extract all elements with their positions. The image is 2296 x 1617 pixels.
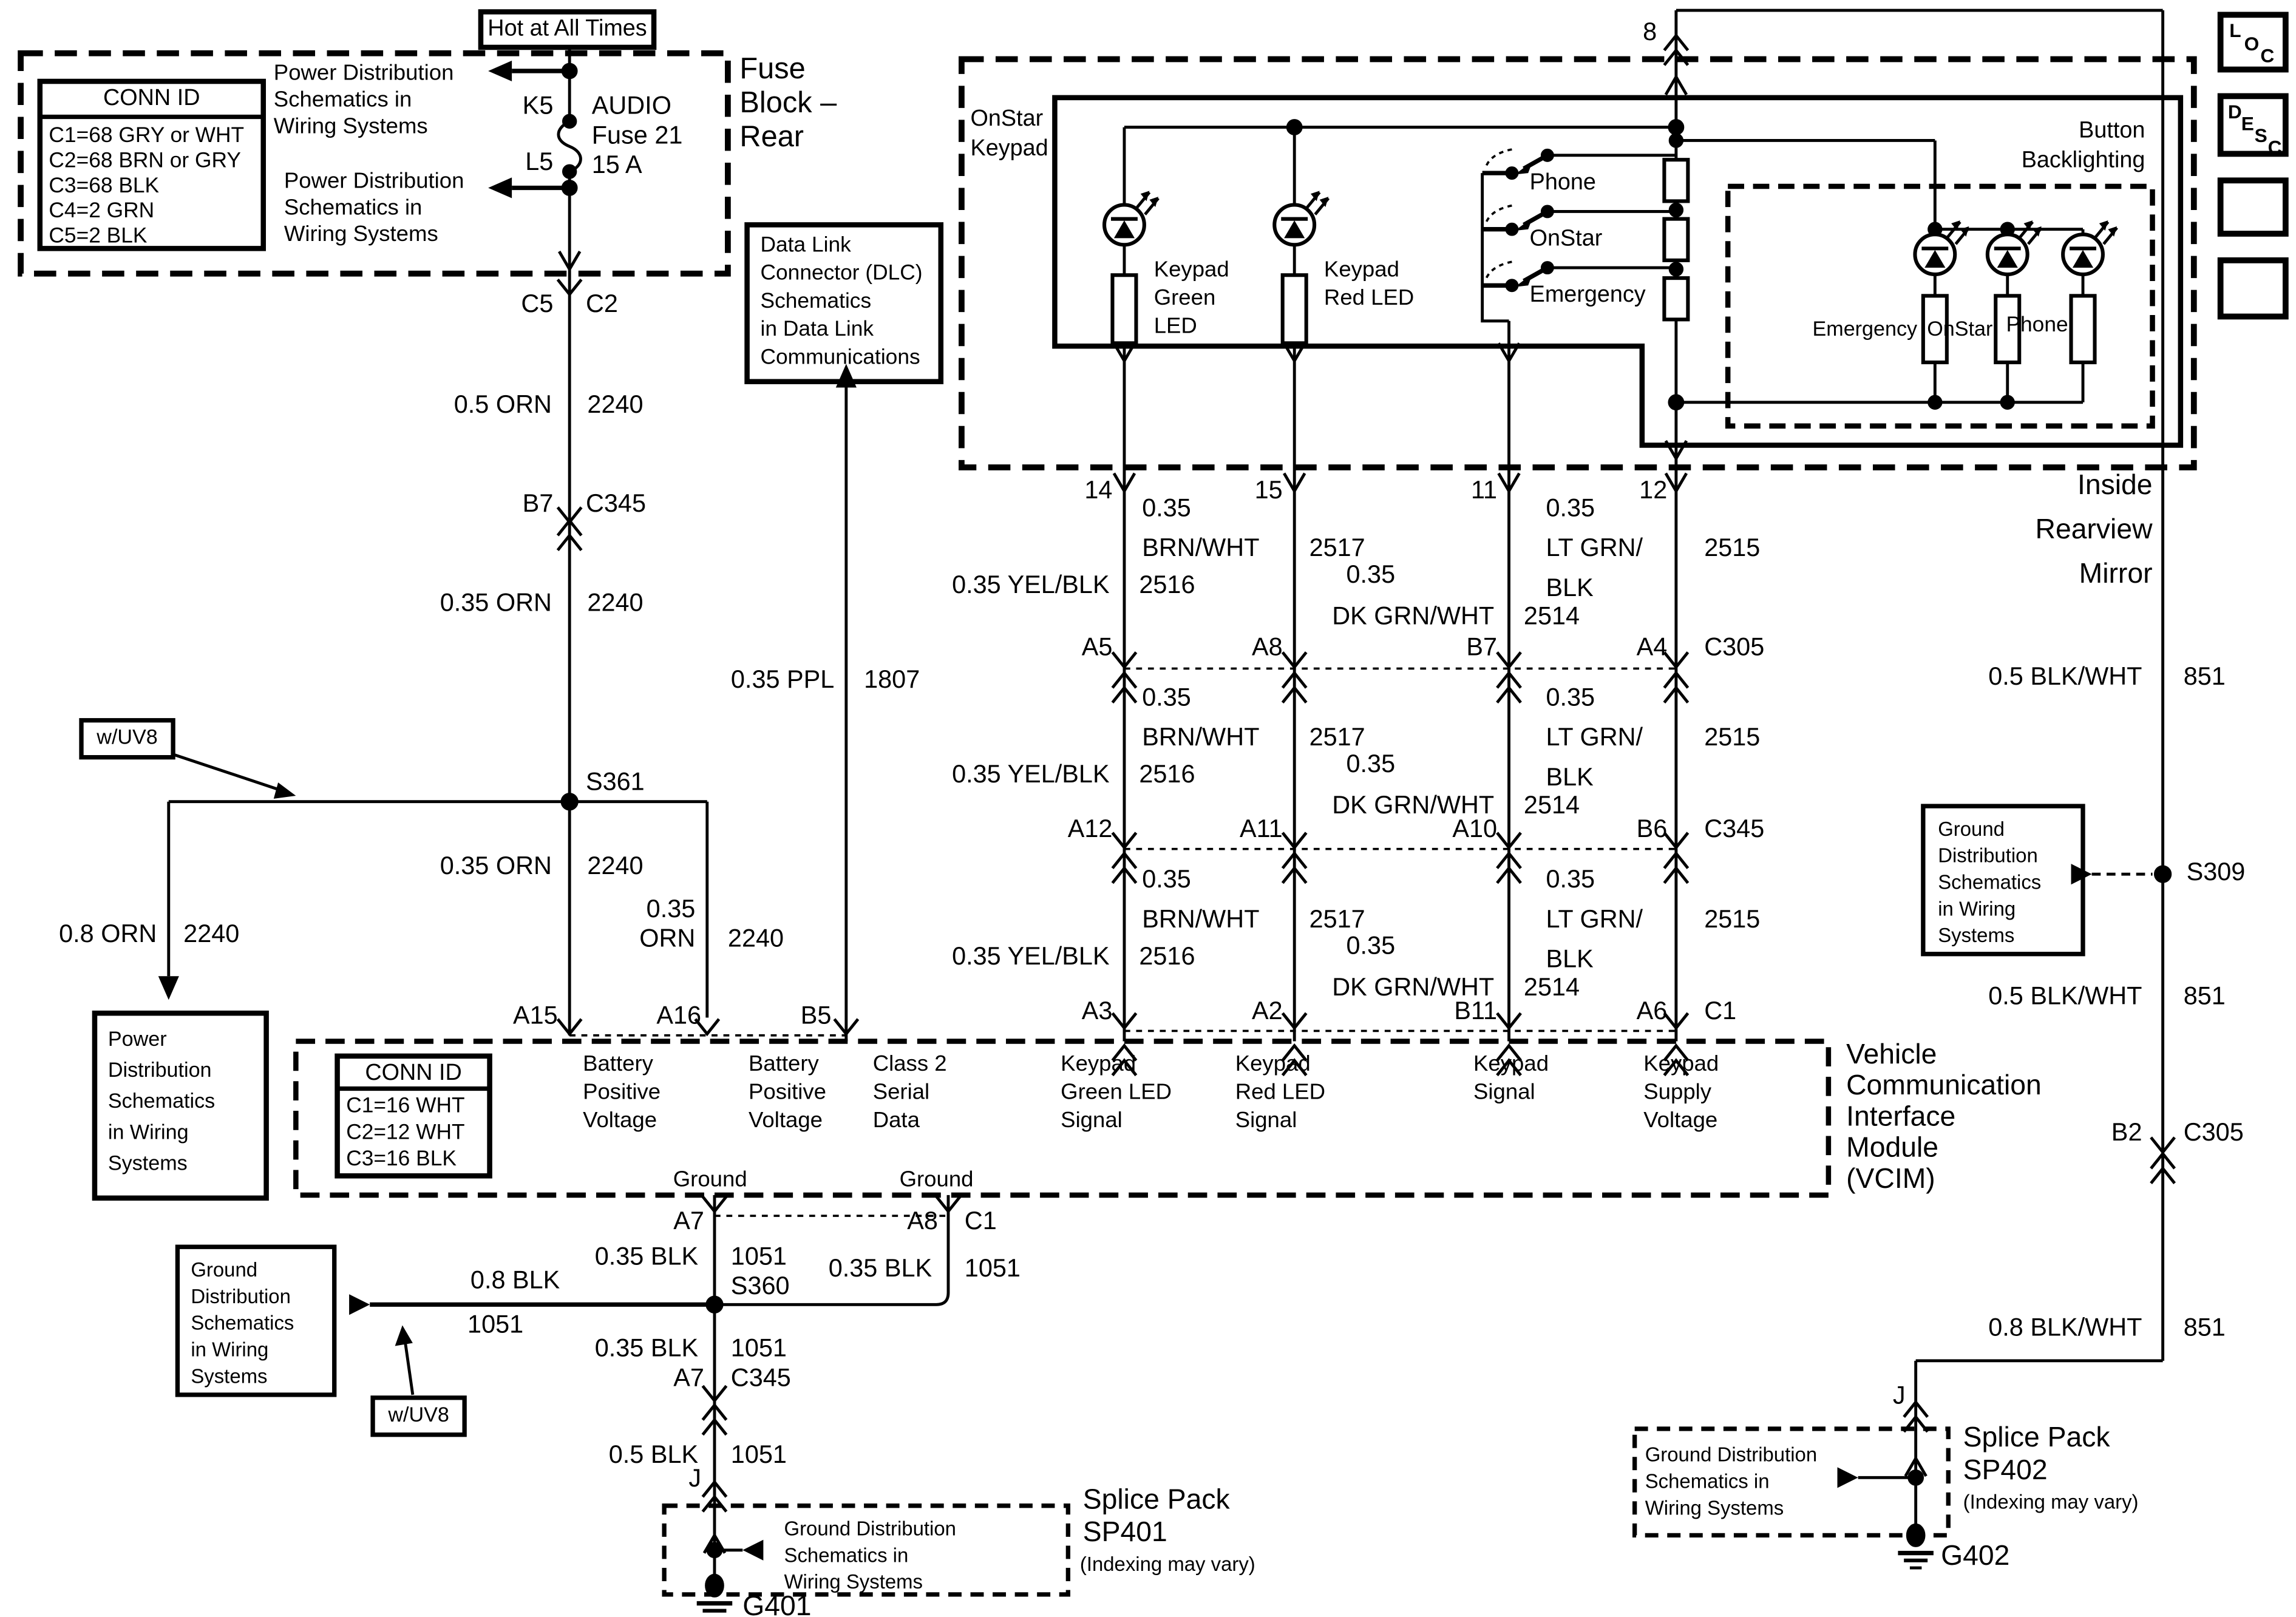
conn-id-row: C2=68 BRN or GRY bbox=[49, 149, 241, 174]
circuit-2517: 2517 bbox=[1309, 534, 1365, 562]
wire-yelblk: 0.35 YEL/BLK bbox=[952, 571, 1110, 599]
conn-c305-right: C305 bbox=[2183, 1118, 2244, 1147]
wire-ltgrnblk: LT GRN/ bbox=[1546, 905, 1643, 934]
next-button[interactable] bbox=[2218, 177, 2289, 236]
wire-05blkwht-2: 0.5 BLK/WHT bbox=[1988, 982, 2142, 1011]
keypad-red-led-label: Keypad bbox=[1323, 257, 1399, 283]
splice-s360: S360 bbox=[730, 1272, 790, 1300]
sp401-title: Splice Pack bbox=[1082, 1485, 1230, 1516]
conn-C1: C1 bbox=[1704, 997, 1737, 1025]
wiring-diagram: Hot at All Times CONN ID C1=68 GRY or WHT C2=68 BRN or GRY C3=68 BLK C4=2 GRN C5=2 BLK Power Distribution Schematics in Wiring Systems K5 L5 AUDIO Fuse 21 15 A Fuse Block – Rear Power Distribution Schematics in Wiring Systems C5 C2 0.5 ORN 2240 B7 C345 0.35 ORN 2240 Data Link Connector (DLC) Schematics in Data Link Communications 0.35 PPL 1807 w/UV8 S361 0.35 ORN 2240 0.35 ORN 2240 0.8 ORN 2240 Power Distribution Schematics in Wiring Systems A15 A16 B5 OnStar Keypad 8 Keypad Green LED Keypad Red LED Phone OnStar Emergency Button Backlighting Emergency OnStar Phone Inside Rearview Mirror CONN ID C1=16 WHT C2=12 WHT C3=16 BLK Battery Positive Voltage Battery Positive Voltage Class 2 Serial Data Keypad Green LED Signal Keypad Red LED Signal Keypad Signal Keypad Supply Voltage Ground Ground Vehicle Communication Interface Module (VCIM) 0.5 BLK/WHT 851 S309 Ground Distribution Schematics in Wiring Systems 0.5 BLK/WHT 851 B2 C305 0.8 BLK/WHT 851 J Ground Distribution Schematics in Wiring Systems Splice Pack SP402 (Indexing may vary) G402 A7 A8 C1 0.35 BLK 1051 S360 0.35 BLK 1051 0.8 BLK 1051 Ground Distribution Schematics in Wiring Systems w/UV8 0.35 BLK 1051 A7 C345 0.5 BLK 1051 J Ground Distribution Schematics in Wiring Systems Splice Pack SP401 (Indexing may vary) G401 L O C D E S C 14 15 11 12 0.35 BRN/WHT 2517 0.35 LT GRN/ BLK 2515 0.35 DK GRN/WHT 2514 0.35 YEL/BLK 2516 0.35 BRN/WHT 2517 0.35 LT GRN/ BLK 2515 0.35 DK GRN/WHT 2514 0.35 YEL/BLK 2516 0.35 BRN/WHT 2517 0.35 LT GRN/ BLK 2515 0.35 DK GRN/WHT 2514 0.35 YEL/BLK 2516 A5 A8 B7 A4 C305 A12 A11 A10 B6 C345 A3 A2 B11 A6 C1 bbox=[0, 0, 2296, 1616]
switch-onstar: OnStar bbox=[1529, 226, 1603, 252]
conn-id2-row: C1=16 WHT bbox=[346, 1094, 465, 1119]
conn-id-row: C3=68 BLK bbox=[49, 174, 160, 198]
wire-brnwht: 0.35 bbox=[1142, 493, 1191, 523]
wire-brnwht: 0.35 bbox=[1142, 683, 1191, 712]
pin-12: 12 bbox=[1639, 476, 1668, 504]
conn-A4: A4 bbox=[1636, 632, 1668, 662]
power-dist-ref-2: Power Distribution bbox=[284, 168, 464, 194]
battery-feed-wire bbox=[488, 47, 582, 1036]
splice-s361: S361 bbox=[585, 767, 645, 796]
wire-035orn-3: 0.35 bbox=[646, 895, 696, 923]
wire-dkgrnwht: 0.35 bbox=[1346, 932, 1396, 960]
conn-j-right: J bbox=[1892, 1381, 1906, 1410]
conn-j-left: J bbox=[688, 1464, 702, 1493]
fuse-block-title: Fuse bbox=[739, 53, 806, 86]
conn-b5: B5 bbox=[800, 1001, 832, 1030]
conn-id2-title: CONN ID bbox=[365, 1060, 462, 1086]
wire-05blkwht-1: 0.5 BLK/WHT bbox=[1988, 662, 2142, 691]
keypad-circuit bbox=[1104, 35, 1688, 408]
data-link-ref: Data Link bbox=[760, 234, 851, 258]
wire-ltgrnblk: 0.35 bbox=[1546, 865, 1595, 893]
keypad-red-led-icon bbox=[1274, 191, 1328, 245]
wire-brnwht: BRN/WHT bbox=[1142, 723, 1260, 751]
wire-035orn-2: 0.35 ORN bbox=[440, 852, 552, 880]
ground-dist-right-text: Ground bbox=[1938, 818, 2005, 841]
conn-c5: C5 bbox=[521, 290, 554, 318]
conn-C345: C345 bbox=[1704, 815, 1765, 843]
vcim-kg: Keypad bbox=[1061, 1051, 1136, 1077]
wire-dkgrnwht: DK GRN/WHT bbox=[1332, 973, 1495, 1002]
conn-a8: A8 bbox=[907, 1207, 938, 1235]
circuit-2517: 2517 bbox=[1309, 723, 1365, 751]
green-led-resistor-icon bbox=[1112, 275, 1136, 343]
conn-B11: B11 bbox=[1454, 997, 1498, 1025]
inside-rearview-mirror: Inside bbox=[2077, 470, 2153, 502]
wire-dkgrnwht: DK GRN/WHT bbox=[1332, 602, 1495, 631]
wire-035blk-3: 0.35 BLK bbox=[594, 1334, 699, 1363]
vcim-ground1: Ground bbox=[673, 1167, 747, 1193]
button-backlighting-label: Button bbox=[2079, 118, 2145, 144]
wire-035orn-1: 0.35 ORN bbox=[440, 588, 552, 617]
wire-08blkwht: 0.8 BLK/WHT bbox=[1988, 1313, 2142, 1342]
sp402-title: Splice Pack bbox=[1963, 1423, 2110, 1454]
pin-14: 14 bbox=[1084, 476, 1113, 504]
ground-dist-left-text: Ground bbox=[191, 1258, 258, 1281]
conn-a7-bottom: A7 bbox=[673, 1363, 704, 1392]
fuse-terminal-l5: L5 bbox=[525, 147, 554, 176]
circuit-2514: 2514 bbox=[1523, 602, 1580, 631]
conn-id-row: C1=68 GRY or WHT bbox=[49, 124, 245, 148]
wire-ltgrnblk: 0.35 bbox=[1546, 683, 1595, 712]
vcim-ground2: Ground bbox=[899, 1167, 974, 1193]
wire-dkgrnwht: 0.35 bbox=[1346, 750, 1396, 778]
vcim-ks: Keypad bbox=[1473, 1051, 1549, 1077]
keypad-green-led-icon bbox=[1104, 191, 1158, 245]
circuit-2516: 2516 bbox=[1139, 571, 1195, 599]
conn-c1: C1 bbox=[964, 1207, 997, 1235]
wire-08orn: 0.8 ORN bbox=[59, 920, 157, 948]
conn-b2: B2 bbox=[2111, 1118, 2142, 1147]
conn-A5: A5 bbox=[1081, 632, 1113, 662]
circuit-2514: 2514 bbox=[1523, 973, 1580, 1002]
ground-g401: G401 bbox=[742, 1591, 812, 1617]
circuit-2515: 2515 bbox=[1704, 534, 1761, 562]
wire-ltgrnblk: LT GRN/ bbox=[1546, 723, 1643, 751]
vcim-title: Vehicle bbox=[1846, 1040, 1937, 1071]
conn-A6: A6 bbox=[1636, 997, 1668, 1025]
sp402-box-text: Ground Distribution bbox=[1645, 1443, 1818, 1466]
vcim-batt2: Battery bbox=[749, 1051, 819, 1077]
conn-c345: C345 bbox=[585, 489, 647, 518]
power-dist-ref-1: Power Distribution bbox=[273, 60, 454, 86]
wire-035blk-2: 0.35 BLK bbox=[828, 1254, 932, 1283]
wuv8-upper: w/UV8 bbox=[97, 725, 158, 749]
conn-B7: B7 bbox=[1466, 632, 1498, 662]
conn-A2: A2 bbox=[1252, 997, 1283, 1025]
hot-at-all-times: Hot at All Times bbox=[487, 16, 647, 42]
circuit-2516: 2516 bbox=[1139, 942, 1195, 971]
backlight-emergency: Emergency bbox=[1812, 316, 1918, 341]
wire-ltgrnblk: LT GRN/ bbox=[1546, 534, 1643, 562]
wire-05orn: 0.5 ORN bbox=[453, 390, 552, 419]
vcim-batt1: Battery bbox=[583, 1051, 653, 1077]
vcim-sup: Keypad bbox=[1643, 1051, 1719, 1077]
back-button[interactable] bbox=[2218, 257, 2289, 319]
conn-id-title: CONN ID bbox=[103, 86, 200, 111]
backlight-phone: Phone bbox=[2006, 313, 2068, 337]
conn-c2: C2 bbox=[585, 290, 618, 318]
conn-b7: B7 bbox=[522, 489, 554, 518]
wire-yelblk: 0.35 YEL/BLK bbox=[952, 760, 1110, 788]
conn-A12: A12 bbox=[1067, 815, 1113, 843]
ground-g402: G402 bbox=[1941, 1541, 2010, 1573]
loc-button[interactable]: L O C bbox=[2218, 12, 2289, 72]
switch-phone: Phone bbox=[1529, 170, 1596, 195]
conn-A3: A3 bbox=[1081, 997, 1113, 1025]
circuit-2516: 2516 bbox=[1139, 760, 1195, 788]
wire-dkgrnwht: DK GRN/WHT bbox=[1332, 791, 1495, 819]
circuit-2517: 2517 bbox=[1309, 905, 1365, 934]
keypad-green-led-label: Keypad bbox=[1153, 257, 1229, 283]
conn-a7-top: A7 bbox=[673, 1207, 704, 1235]
conn-A11: A11 bbox=[1240, 815, 1283, 843]
splice-s309: S309 bbox=[2186, 858, 2246, 886]
circuit-2515: 2515 bbox=[1704, 723, 1761, 751]
fuse-name: AUDIO bbox=[591, 92, 671, 120]
wire-035ppl: 0.35 PPL bbox=[730, 665, 835, 694]
wire-brnwht: 0.35 bbox=[1142, 865, 1191, 893]
pin-11: 11 bbox=[1471, 476, 1498, 504]
wire-dkgrnwht: 0.35 bbox=[1346, 560, 1396, 589]
pin-8: 8 bbox=[1643, 18, 1657, 46]
conn-C305: C305 bbox=[1704, 632, 1765, 662]
wire-05blk: 0.5 BLK bbox=[608, 1440, 699, 1469]
backlight-onstar: OnStar bbox=[1927, 316, 1993, 341]
wire-yelblk: 0.35 YEL/BLK bbox=[952, 942, 1110, 971]
class2-data-wire bbox=[834, 364, 858, 1041]
conn-A10: A10 bbox=[1452, 815, 1498, 843]
wuv8-lower: w/UV8 bbox=[388, 1402, 449, 1426]
conn-a15: A15 bbox=[512, 1001, 558, 1030]
conn-id-row: C5=2 BLK bbox=[49, 225, 148, 249]
sp401-box-text: Ground Distribution bbox=[784, 1517, 956, 1540]
circuit-2515: 2515 bbox=[1704, 905, 1761, 934]
wire-brnwht: BRN/WHT bbox=[1142, 905, 1260, 934]
wire-ltgrnblk: BLK bbox=[1546, 945, 1594, 974]
red-led-resistor-icon bbox=[1283, 275, 1306, 343]
conn-a16: A16 bbox=[656, 1001, 702, 1030]
circuit-2514: 2514 bbox=[1523, 791, 1580, 819]
wire-ltgrnblk: BLK bbox=[1546, 574, 1594, 602]
conn-c345-gnd: C345 bbox=[730, 1363, 791, 1392]
vcim-class2: Class 2 bbox=[872, 1051, 947, 1077]
desc-button[interactable]: D E S C bbox=[2218, 93, 2289, 157]
wire-brnwht: BRN/WHT bbox=[1142, 534, 1260, 562]
fuse-terminal-k5: K5 bbox=[522, 92, 554, 120]
power-dist-box-text: Power bbox=[107, 1026, 167, 1051]
backlighting-circuit bbox=[1676, 140, 2117, 408]
wire-ltgrnblk: 0.35 bbox=[1546, 493, 1595, 523]
onstar-keypad-label: OnStar bbox=[970, 106, 1044, 132]
pin-15: 15 bbox=[1254, 476, 1283, 504]
conn-B6: B6 bbox=[1636, 815, 1668, 843]
conn-A8: A8 bbox=[1252, 632, 1283, 662]
vcim-kr: Keypad bbox=[1235, 1051, 1311, 1077]
wire-ltgrnblk: BLK bbox=[1546, 763, 1594, 792]
conn-id-row: C4=2 GRN bbox=[49, 199, 155, 223]
wire-08blk: 0.8 BLK bbox=[470, 1266, 560, 1295]
wire-035blk-1: 0.35 BLK bbox=[594, 1242, 699, 1271]
switch-emergency: Emergency bbox=[1529, 282, 1646, 308]
